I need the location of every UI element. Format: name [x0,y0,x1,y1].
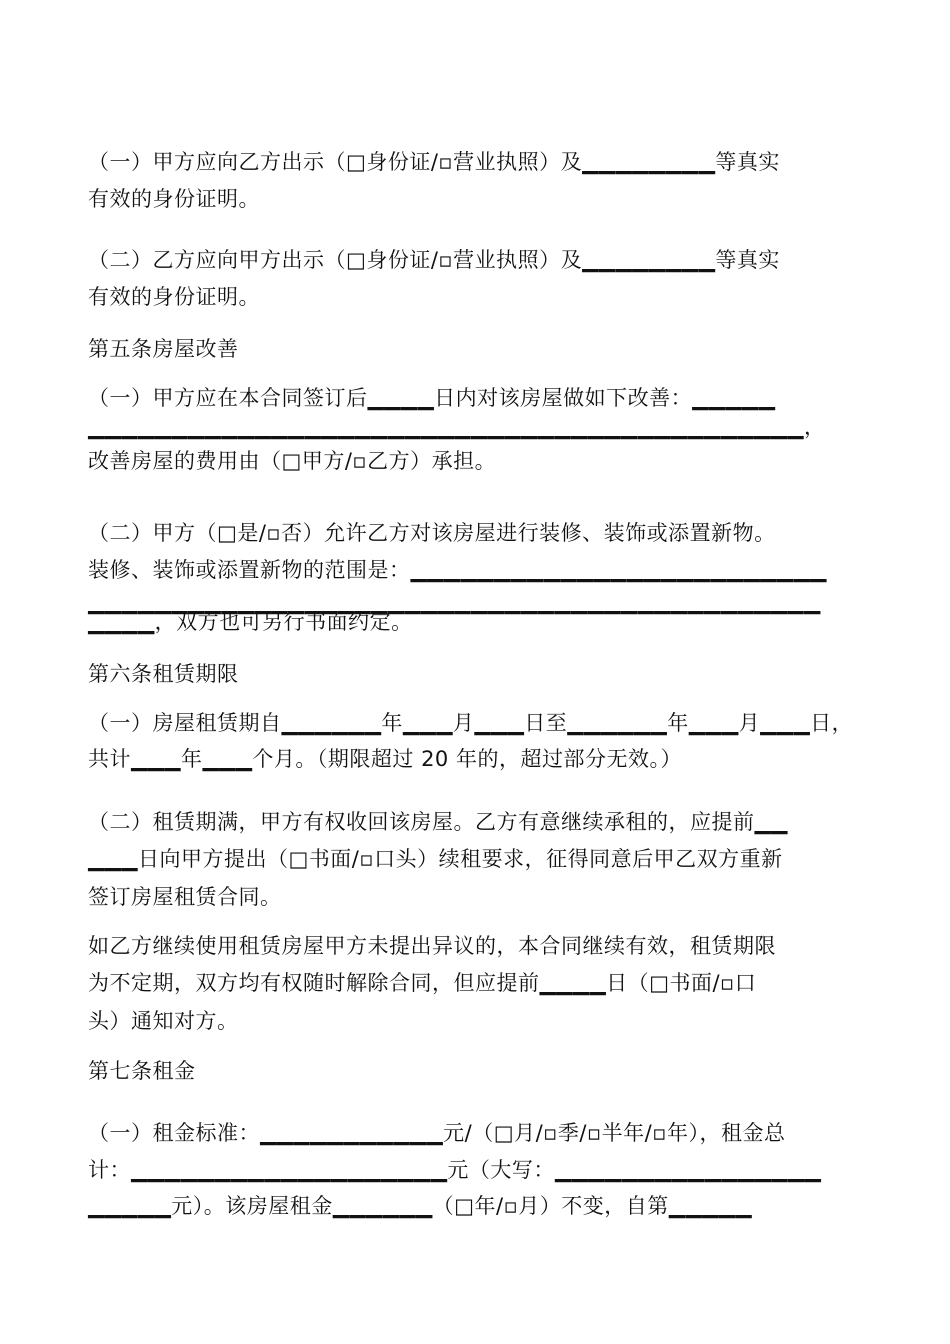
clause-5-2-line-1: （二）甲方（□是/▫否）允许乙方对该房屋进行装修、装饰或添置新物。 [88,521,776,545]
clause-4-2-line-1: （二）乙方应向甲方出示（□身份证/▫营业执照）及▁▁▁▁▁▁▁▁等真实 [88,248,780,272]
clause-5-2-line-3: ▁▁▁▁▁▁▁▁▁▁▁▁▁▁▁▁▁▁▁▁▁▁▁▁▁▁▁▁▁▁▁▁▁▁▁▁▁▁▁▁▁▁▁▁ [88,590,821,614]
clause-6-2-line-2: ▁▁▁日向甲方提出（□书面/▫口头）续租要求，征得同意后甲乙双方重新 [88,847,783,871]
clause-6-1-line-1: （一）房屋租赁期自▁▁▁▁▁▁年▁▁▁月▁▁▁日至▁▁▁▁▁▁年▁▁▁月▁▁▁日， [88,711,854,735]
clause-6-2-line-1: （二）租赁期满，甲方有权收回该房屋。乙方有意继续承租的，应提前▁▁ [88,810,788,834]
clause-5-1-line-3: 改善房屋的费用由（□甲方/▫乙方）承担。 [88,449,497,473]
clause-7-1-line-3: ▁▁▁▁▁元）。该房屋租金▁▁▁▁▁▁（□年/▫月）不变，自第▁▁▁▁▁ [88,1194,753,1218]
clause-6-3-line-3: 头）通知对方。 [88,1009,239,1033]
clause-7-1-line-2: 计：▁▁▁▁▁▁▁▁▁▁▁▁▁▁▁▁▁▁▁元（大写：▁▁▁▁▁▁▁▁▁▁▁▁▁▁▁▁ [88,1158,822,1182]
clause-6-3-line-1: 如乙方继续使用租赁房屋甲方未提出异议的，本合同继续有效，租赁期限 [88,934,776,958]
clause-5-2-line-2: 装修、装饰或添置新物的范围是：▁▁▁▁▁▁▁▁▁▁▁▁▁▁▁▁▁▁▁▁▁▁▁▁▁ [88,558,827,582]
article-7-heading: 第七条租金 [88,1059,196,1083]
clause-4-2-line-2: 有效的身份证明。 [88,285,260,309]
clause-7-1-line-1: （一）租金标准：▁▁▁▁▁▁▁▁▁▁▁元/（□月/▫季/▫半年/▫年），租金总 [88,1121,786,1145]
clause-4-1-line-2: 有效的身份证明。 [88,187,260,211]
clause-6-1-line-2: 共计▁▁▁年▁▁▁个月。（期限超过 20 年的，超过部分无效。） [88,747,682,771]
clause-5-2-line-4: ▁▁▁▁，双方也可另行书面约定。 [88,610,413,634]
article-5-heading: 第五条房屋改善 [88,337,239,361]
clause-5-1-line-1: （一）甲方应在本合同签订后▁▁▁▁日内对该房屋做如下改善：▁▁▁▁▁ [88,386,776,410]
clause-4-1-line-1: （一）甲方应向乙方出示（□身份证/▫营业执照）及▁▁▁▁▁▁▁▁等真实 [88,150,780,174]
article-6-heading: 第六条租赁期限 [88,662,239,686]
clause-5-1-line-2: ▁▁▁▁▁▁▁▁▁▁▁▁▁▁▁▁▁▁▁▁▁▁▁▁▁▁▁▁▁▁▁▁▁▁▁▁▁▁▁▁▁▁▁， [88,415,826,439]
clause-6-2-line-3: 签订房屋租赁合同。 [88,885,282,909]
clause-6-3-line-2: 为不定期，双方均有权随时解除合同，但应提前▁▁▁▁日（□书面/▫口 [88,971,757,995]
